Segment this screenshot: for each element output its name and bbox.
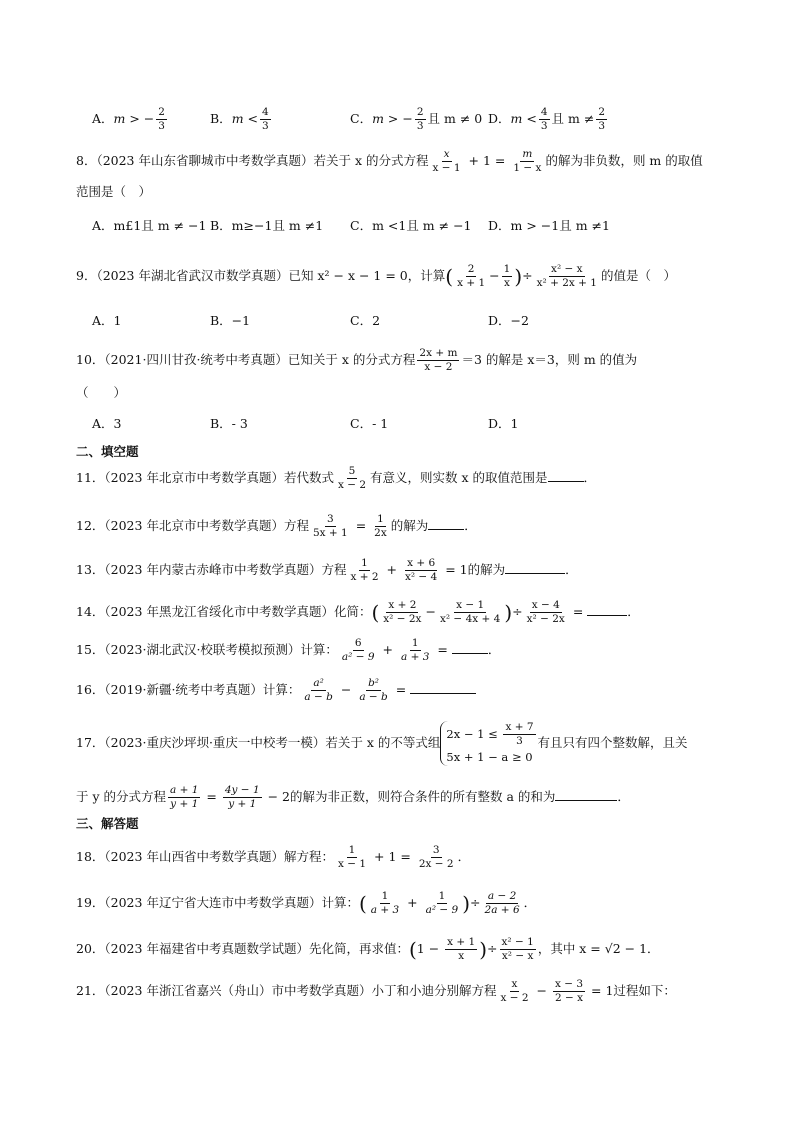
section-fill-in-title: 二、填空题 (76, 444, 139, 459)
q8-option-a[interactable]: A．m£1且 m ≠ −1 (92, 218, 207, 233)
q9-option-d[interactable]: D．−2 (488, 313, 529, 328)
q9-options (92, 306, 732, 336)
q11-answer-blank[interactable] (548, 469, 584, 482)
q7-options (92, 104, 732, 134)
q17-stem-line2: 于 y 的分式方程 $\frac{a + 1}{y + 1}$ = $\frac{4y - 1}{y + 1}$ − 2的解为非正数，则符合条件的所有整数 a 的和为 ． (76, 784, 630, 810)
q10-option-c[interactable]: C．- 1 (350, 416, 389, 431)
q8-option-c[interactable]: C．m <1且 m ≠ −1 (350, 218, 472, 233)
q10-option-d[interactable]: D．1 (488, 416, 519, 431)
q14-answer-blank[interactable] (587, 603, 627, 616)
q8-option-b[interactable]: B．m≥−1且 m ≠1 (210, 218, 324, 233)
q7-option-d[interactable]: D．m < $\frac{4}{3}$ 且 m ≠ $\frac{2}{3}$ (488, 106, 605, 132)
q7-option-a[interactable]: A．m > − $\frac{2}{3}$ (92, 106, 165, 132)
q13-stem: 13．（2023 年内蒙古赤峰市中考数学真题）方程 $\frac{1}{x + 2}$ + $\frac{x + 6}{\text{x² − 4}}$ = 1的解为 ． (76, 557, 578, 583)
q8-stem: 8．（2023 年山东省聊城市中考数学真题）若关于 x 的分式方程 $\frac{x}{x - 1}$ + 1 = $\frac{m}{1 - x}$ 的解为非负数，则 m 的取值 (76, 148, 703, 174)
q21-stem: 21．（2023 年浙江省嘉兴（舟山）市中考数学真题）小丁和小迪分别解方程 $\frac{x}{x - 2}$ − $\frac{x - 3}{2 - x}$ = 1过程如下： (76, 978, 676, 1004)
q19-stem: 19．（2023 年辽宁省大连市中考数学真题）计算：( $\frac{1}{a + 3}$ + $\frac{1}{\text{a² − 9}}$ )÷ $\frac{a - 2}{2a + 6}$ ． (76, 890, 537, 916)
q17-inequality-system: 2x − 1 ≤ $\frac{x + 7}{3}$ 5x + 1 − a ≥ 0 (440, 721, 537, 766)
q16-answer-blank[interactable] (410, 681, 476, 694)
q8-option-d[interactable]: D．m > −1且 m ≠1 (488, 218, 610, 233)
q20-stem: 20．（2023 年福建省中考真题数学试题）先化简，再求值：(1 − $\frac{x + 1}{x}$ )÷ $\frac{\text{x² − 1}}{\text{x² − x}}$ ，其中 x = √2 − 1． (76, 936, 660, 962)
q10-stem: 10．（2021·四川甘孜·统考中考真题）已知关于 x 的分式方程 $\frac{2x + m}{x - 2}$ ＝3 的解是 x＝3，则 m 的值为 (76, 347, 638, 373)
q10-option-b[interactable]: B．- 3 (210, 416, 248, 431)
q12-stem: 12．（2023 年北京市中考数学真题）方程 $\frac{3}{5x + 1}$ = $\frac{1}{2x}$ 的解为 ． (76, 513, 477, 539)
q15-answer-blank[interactable] (452, 641, 488, 654)
q13-answer-blank[interactable] (505, 561, 565, 574)
q7-option-c[interactable]: C．m > − $\frac{2}{3}$ 且 m ≠ 0 (350, 106, 483, 132)
q10-options (92, 409, 732, 439)
q9-option-a[interactable]: A．1 (92, 313, 122, 328)
q7-option-b[interactable]: B．m < $\frac{4}{3}$ (210, 106, 269, 132)
q14-stem: 14．（2023 年黑龙江省绥化市中考数学真题）化简：( $\frac{x + 2}{\text{x² − 2x}}$ − $\frac{x - 1}{\text{x² − 4x + 4}}$ )÷ $\frac{x - 4}{\text{x² − 2x}}$ = ． (76, 599, 640, 625)
q9-option-b[interactable]: B．−1 (210, 313, 251, 328)
q17-answer-blank[interactable] (555, 788, 617, 801)
q18-stem: 18．（2023 年山西省中考数学真题）解方程： $\frac{1}{x - 1}$ + 1 = $\frac{3}{2x - 2}$ ． (76, 844, 471, 870)
q15-stem: 15．（2023·湖北武汉·校联考模拟预测）计算： $\frac{6}{\text{a² − 9}}$ + $\frac{1}{a + 3}$ = ． (76, 637, 501, 663)
section-answer-title: 三、解答题 (76, 816, 139, 831)
q8-options (92, 211, 732, 241)
q9-stem: 9．（2023 年湖北省武汉市数学真题）已知 x² − x − 1 = 0，计算( $\frac{2}{x + 1}$ − $\frac{1}{x}$ )÷ $\frac{\text{x² − x}}{\text{x² + 2x + 1}}$ 的值是（ ） (76, 263, 676, 289)
q10-option-a[interactable]: A．3 (92, 416, 122, 431)
q10-stem-line2: （ ） (76, 385, 127, 400)
q12-answer-blank[interactable] (428, 517, 464, 530)
q8-stem-line2: 范围是（ ） (76, 184, 152, 199)
q9-option-c[interactable]: C．2 (350, 313, 381, 328)
q16-stem: 16．（2019·新疆·统考中考真题）计算： $\frac{\text{a²}}{a - b}$ − $\frac{\text{b²}}{a - b}$ = (76, 677, 476, 704)
q17-stem: 17．（2023·重庆沙坪坝·重庆一中校考一模）若关于 x 的不等式组2x − 1 ≤ $\frac{x + 7}{3}$ 5x + 1 − a ≥ 0有且只有四个整数解，且关 (76, 721, 688, 764)
q11-stem: 11．（2023 年北京市中考数学真题）若代数式 $\frac{5}{x - 2}$ 有意义，则实数 x 的取值范围是 ． (76, 465, 597, 491)
